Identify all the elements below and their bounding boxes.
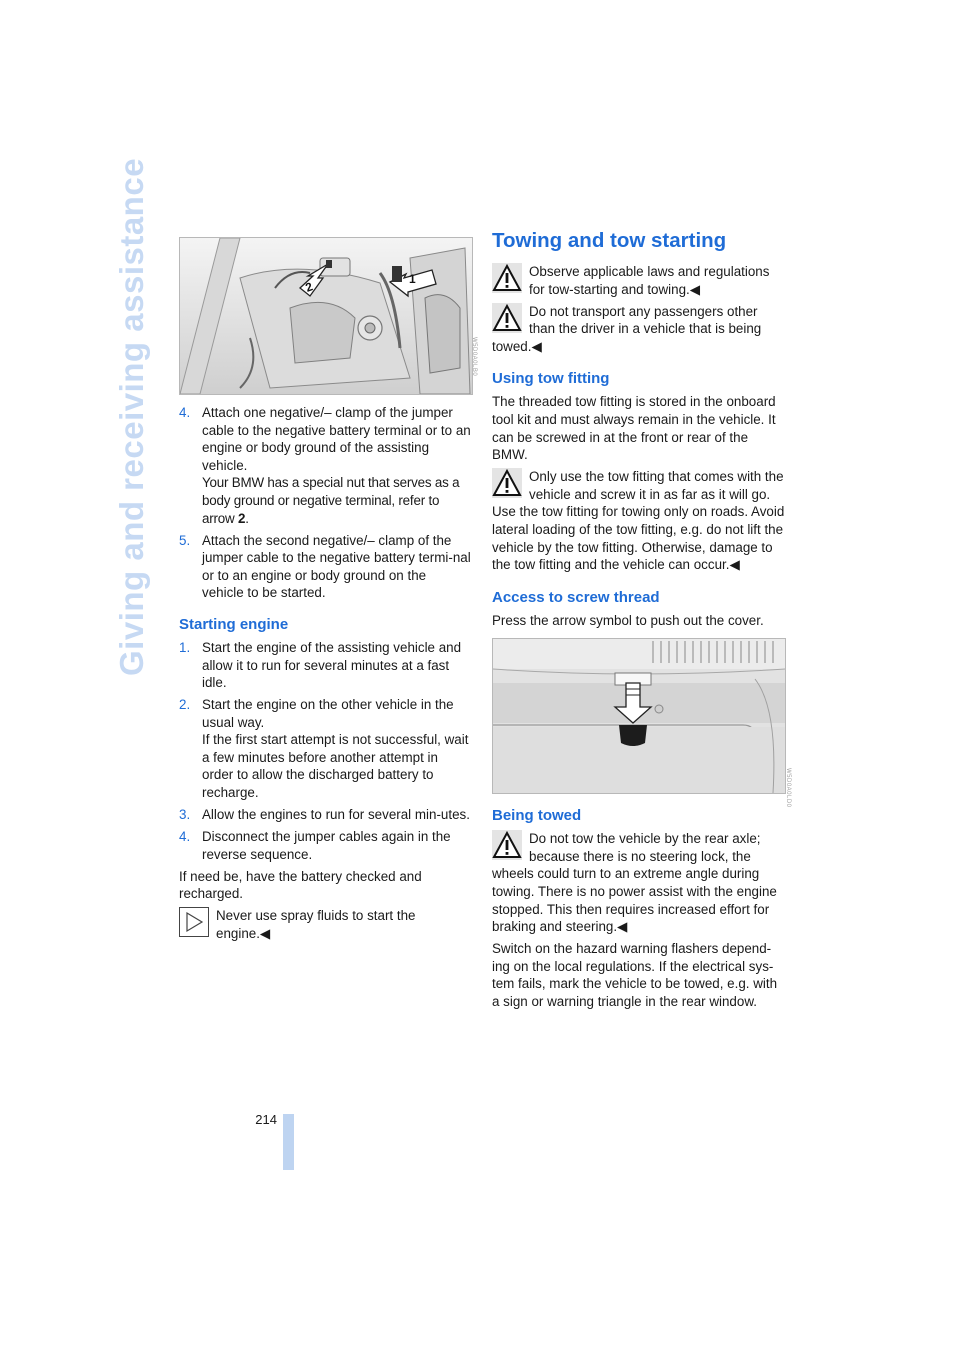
page-title: Towing and tow starting	[492, 229, 727, 252]
access-screw-thread-heading: Access to screw thread	[492, 588, 660, 606]
engine-bay-photo	[179, 237, 473, 395]
jumper-steps-list	[179, 404, 471, 602]
step-text: Attach one negative/– clamp of the jumper cable to the negative battery terminal or to an engine or body ground of the assisting vehicle.	[202, 405, 471, 473]
warning-passengers	[492, 303, 786, 356]
access-text: Press the arrow symbol to push out the cover.	[492, 612, 764, 628]
warning-icon	[492, 303, 522, 333]
using-tow-fitting-heading: Using tow fitting	[492, 370, 610, 388]
callout-label-2: 2	[303, 279, 315, 295]
warning-text: Only use the tow fitting that comes with the vehicle and screw it in as far as it will go. Use the tow fitting for towing only on roads. Avoid lateral loading of the tow fitting, e.g. do not lift the vehicle by the tow fitting. Otherwise, damage to the tow fitting and the vehicle can occur.◀	[492, 469, 785, 573]
starting-engine-list	[179, 639, 471, 863]
list-item	[179, 404, 471, 527]
step-text-extra: If the first start attempt is not successful, wait a few minutes before another attempt in order to allow the discharged battery to recharge.	[202, 732, 469, 801]
spray-note	[179, 907, 471, 942]
engine-bay-illustration	[180, 238, 472, 394]
step-number: 4.	[179, 829, 191, 845]
warning-text: Do not tow the vehicle by the rear axle; because there is no steering lock, the wheels could turn to an extreme angle during towing. There is no power assist with the engine stopped. This then requires increased effort for braking and steering.◀	[492, 831, 777, 935]
warning-icon	[492, 263, 522, 293]
step-text: Start the engine on the other vehicle in the usual way.	[202, 697, 454, 730]
warning-text: Do not transport any passengers other than the driver in a vehicle that is being towed.◀	[492, 303, 762, 354]
list-item	[179, 828, 471, 863]
section-title-text: Giving and receiving assistance	[113, 157, 150, 676]
hazard-text: Switch on the hazard warning flashers depend-ing on the local regulations. If the electrical sys-tem fails, mark the vehicle to be towed, e.g. with a sign or warning triangle in the rear window.	[492, 941, 778, 1010]
left-column	[179, 237, 477, 947]
warning-laws	[492, 263, 786, 298]
step-text: Start the engine of the assisting vehicle and allow it to run for several minutes at a fast idle.	[202, 639, 462, 691]
right-column	[492, 228, 791, 1015]
list-item	[179, 639, 471, 692]
figure-code: W5D0A0LD0	[785, 768, 791, 808]
warning-tow-fitting	[492, 468, 786, 574]
section-title	[110, 157, 158, 680]
page-marker-bar	[283, 1114, 294, 1170]
starting-engine-heading: Starting engine	[179, 615, 289, 633]
step-text-extra-body: Your BMW has a special nut that serves as a body ground or negative terminal, refer to arrow	[202, 475, 460, 526]
note-triangle-icon	[179, 907, 209, 937]
figure-code: W5D0A0LB0	[471, 337, 477, 377]
note-text: Never use spray fluids to start the engine.◀	[216, 908, 416, 941]
warning-text: Observe applicable laws and regulations for tow-starting and towing.◀	[529, 264, 770, 297]
step-number: 2.	[179, 697, 191, 713]
tow-fitting-text: The threaded tow fitting is stored in the onboard tool kit and must always remain in the vehicle. It can be screwed in at the front or rear of the BMW.	[492, 394, 776, 463]
step-text: Attach the second negative/– clamp of the jumper cable to the negative battery termi-nal or to an engine or body ground on the vehicle to be started.	[202, 532, 471, 601]
list-item	[179, 806, 471, 824]
step-number: 1.	[179, 639, 191, 655]
being-towed-heading: Being towed	[492, 807, 582, 825]
page-number: 214	[255, 1112, 277, 1127]
bold-suffix: .	[245, 510, 249, 526]
callout-label-1: 1	[409, 272, 416, 286]
step-number: 5.	[179, 532, 191, 548]
list-item	[179, 696, 471, 802]
step-text-extra	[202, 474, 471, 527]
list-item	[179, 532, 471, 602]
warning-rear-axle	[492, 830, 786, 936]
step-number: 3.	[179, 807, 191, 823]
step-text: Allow the engines to run for several min-utes.	[202, 807, 470, 823]
battery-check-text: If need be, have the battery checked and recharged.	[179, 868, 422, 902]
bold-ref: 2	[238, 510, 246, 526]
bumper-photo	[492, 638, 786, 794]
step-text: Disconnect the jumper cables again in the reverse sequence.	[202, 829, 451, 862]
warning-icon	[492, 468, 522, 498]
bumper-illustration	[493, 639, 785, 793]
warning-icon	[492, 830, 522, 860]
step-number: 4.	[179, 405, 191, 420]
